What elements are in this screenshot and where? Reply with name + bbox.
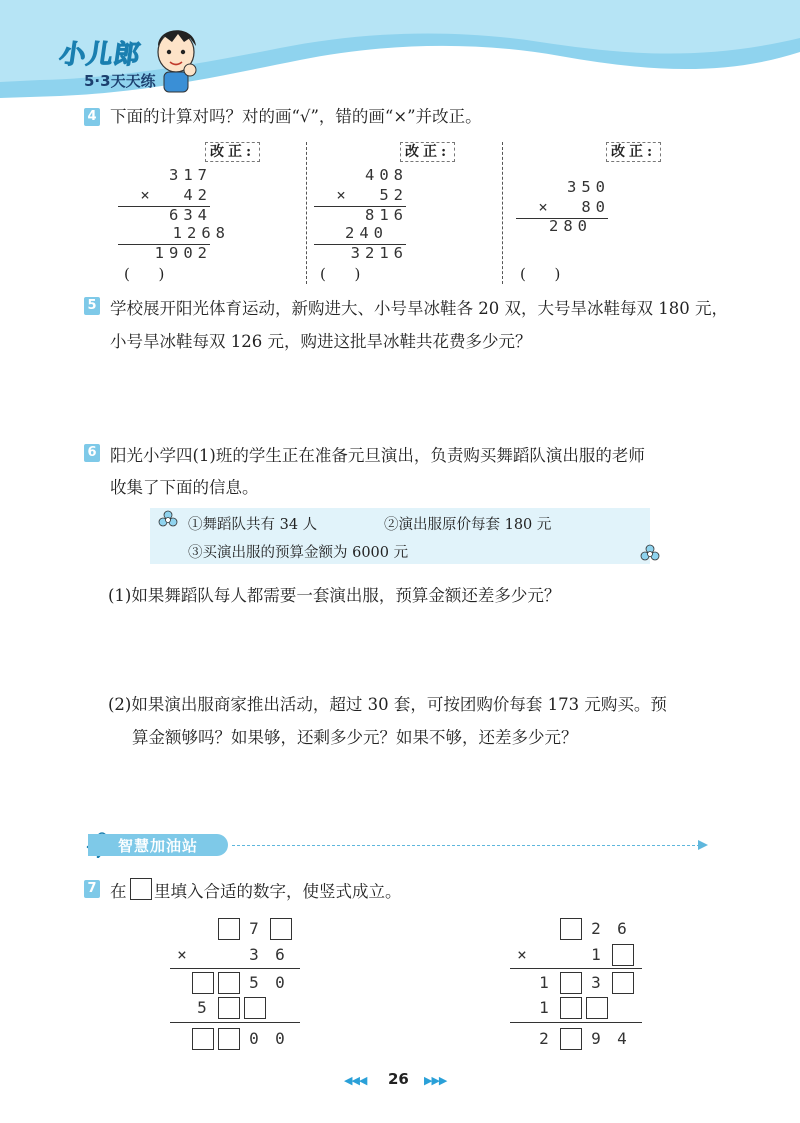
calc-3-answer-paren[interactable]: ( )	[520, 265, 561, 283]
blank-box[interactable]	[612, 944, 634, 966]
blank-box[interactable]	[218, 1028, 240, 1050]
puzzle-left-rule-1	[170, 968, 300, 969]
digit: 0	[249, 1029, 259, 1048]
blank-box[interactable]	[560, 918, 582, 940]
calc-2-multiplicand: 408	[365, 166, 408, 184]
digit: 6	[275, 945, 285, 964]
flower-icon	[158, 510, 178, 530]
times-sign: ×	[177, 945, 187, 964]
question-6-sub-1: (1)如果舞蹈队每人都需要一套演出服，预算金额还差多少元？	[108, 586, 561, 605]
digit: 7	[249, 919, 259, 938]
calc-1-answer-paren[interactable]: ( )	[124, 265, 165, 283]
info-item-2: ②演出服原价每套 180 元	[384, 517, 552, 533]
question-5-line-2: 小号旱冰鞋每双 126 元，购进这批旱冰鞋共花费多少元？	[110, 332, 532, 351]
digit: 2	[539, 1029, 549, 1048]
correction-label-1: 改正:	[205, 142, 260, 162]
digit: 5	[249, 973, 259, 992]
question-number-7: 7	[84, 880, 100, 898]
digit: 0	[275, 973, 285, 992]
brand-subtitle: 5·3天天练	[84, 72, 156, 90]
calc-1-multiplicand: 317	[169, 166, 212, 184]
question-4-prompt: 下面的计算对吗？对的画“√”，错的画“×”并改正。	[110, 107, 482, 126]
digit: 1	[539, 998, 549, 1017]
question-7-prompt-pre: 在	[110, 882, 127, 901]
brand-title: 小儿郎	[57, 40, 143, 70]
digit: 1	[539, 973, 549, 992]
blank-box[interactable]	[612, 972, 634, 994]
digit: 4	[617, 1029, 627, 1048]
digit: 0	[275, 1029, 285, 1048]
calc-1-partial-1: 634	[169, 206, 212, 224]
flower-icon-2	[640, 544, 660, 564]
calc-2-result: 3216	[350, 244, 408, 262]
calc-3-multiplicand: 350	[567, 178, 610, 196]
calc-2-answer-paren[interactable]: ( )	[320, 265, 361, 283]
times-sign: ×	[517, 945, 527, 964]
blank-box[interactable]	[560, 1028, 582, 1050]
question-7-prompt-post: 里填入合适的数字，使竖式成立。	[154, 882, 402, 901]
arrow-right-icon	[696, 838, 710, 852]
question-6-line-2: 收集了下面的信息。	[110, 478, 259, 497]
blank-box[interactable]	[586, 997, 608, 1019]
digit: 3	[591, 973, 601, 992]
blank-box[interactable]	[192, 972, 214, 994]
inline-answer-box	[130, 878, 152, 900]
puzzle-right-rule-1	[510, 968, 642, 969]
blank-box[interactable]	[218, 972, 240, 994]
calc-1-partial-2: 1268	[172, 224, 230, 242]
calc-3-result: 280	[549, 217, 592, 235]
divider-2	[502, 142, 503, 284]
calc-1-multiplier: × 42	[140, 186, 212, 204]
question-6-sub-2-line-2: 算金额够吗？如果够，还剩多少元？如果不够，还差多少元？	[132, 728, 578, 747]
puzzle-left-rule-2	[170, 1022, 300, 1023]
prev-page-arrows-icon: ◀◀◀	[344, 1074, 367, 1087]
blank-box[interactable]	[244, 997, 266, 1019]
question-6-sub-2-line-1: (2)如果演出服商家推出活动，超过 30 套，可按团购价每套 173 元购买。预	[108, 695, 667, 714]
calc-2-multiplier: × 52	[336, 186, 408, 204]
question-number-4: 4	[84, 108, 100, 126]
calc-2-partial-2: 240	[345, 224, 388, 242]
question-5-line-1: 学校展开阳光体育运动，新购进大、小号旱冰鞋各 20 双，大号旱冰鞋每双 180 元，	[110, 299, 728, 318]
info-item-3: ③买演出服的预算金额为 6000 元	[188, 545, 409, 561]
section-dashed-line	[232, 845, 700, 846]
blank-box[interactable]	[270, 918, 292, 940]
calc-1-result: 1902	[154, 244, 212, 262]
question-number-5: 5	[84, 297, 100, 315]
page-number: 26	[388, 1070, 409, 1088]
blank-box[interactable]	[218, 997, 240, 1019]
info-item-1: ①舞蹈队共有 34 人	[188, 517, 318, 533]
digit: 3	[249, 945, 259, 964]
digit: 5	[197, 998, 207, 1017]
blank-box[interactable]	[192, 1028, 214, 1050]
correction-label-3: 改正:	[606, 142, 661, 162]
digit: 6	[617, 919, 627, 938]
correction-label-2: 改正:	[400, 142, 455, 162]
digit: 9	[591, 1029, 601, 1048]
next-page-arrows-icon: ▶▶▶	[424, 1074, 447, 1087]
puzzle-right-rule-2	[510, 1022, 642, 1023]
calc-2-partial-1: 816	[365, 206, 408, 224]
calc-3-multiplier: × 80	[538, 198, 610, 216]
digit: 1	[591, 945, 601, 964]
question-6-line-1: 阳光小学四(1)班的学生正在准备元旦演出，负责购买舞蹈队演出服的老师	[110, 446, 645, 465]
section-title: 智慧加油站	[118, 837, 199, 855]
blank-box[interactable]	[560, 972, 582, 994]
cartoon-boy-icon	[150, 22, 202, 94]
question-number-6: 6	[84, 444, 100, 462]
blank-box[interactable]	[218, 918, 240, 940]
blank-box[interactable]	[560, 997, 582, 1019]
digit: 2	[591, 919, 601, 938]
